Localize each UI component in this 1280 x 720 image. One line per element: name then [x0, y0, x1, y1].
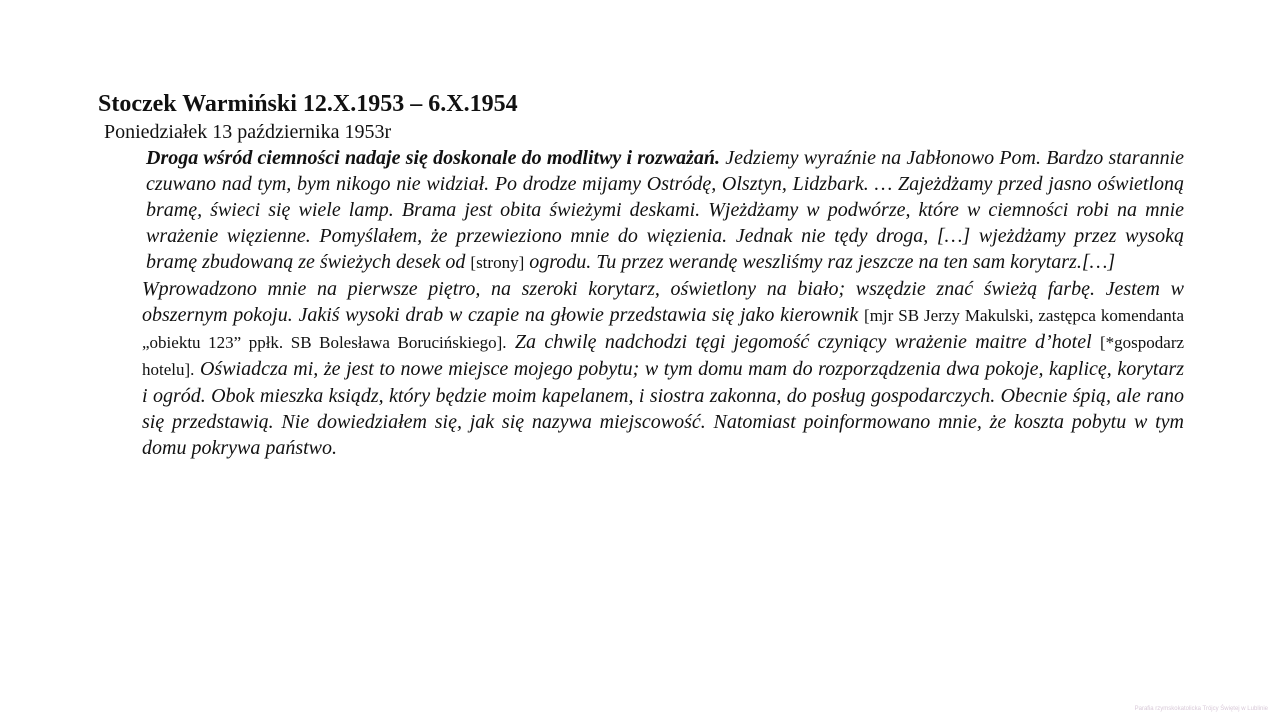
paragraph-2	[98, 276, 1184, 461]
title-place: Stoczek Warmiński	[98, 91, 297, 117]
paragraph-2-text-c: Oświadcza mi, że jest to nowe miejsce mojego pobytu; w tym domu mam do rozporządzenia dwa pokoje, kaplicę, korytarz i ogród. Obok mieszka ksiądz, który będzie moim kapelanem, i siostra zakonna, do posług gospodarczych. Obecnie śpią, ale rano się przedstawią. Nie dowiedziałem się, jak się nazywa miejscowość. Natomiast poinformowano mnie, że koszta pobytu w tym domu pokrywa państwo.	[142, 358, 1185, 459]
paragraph-1	[98, 145, 1184, 276]
document-content	[98, 88, 1184, 461]
paragraph-2-note-1: [mjr SB Jerzy Makulski, zastępca komendanta „obiektu 123” ppłk. SB Bolesława Borucińskiego].	[142, 306, 1184, 352]
paragraph-1-text-a: Jedziemy wyraźnie na Jabłonowo Pom. Bardzo starannie czuwano nad tym, bym nikogo nie widział. Po drodze mijamy Ostródę, Olsztyn, Lidzbark. … Zajeżdżamy przed jasno oświetloną bramę, świeci się wiele lamp. Brama jest obita świeżymi deskami. Wjeżdżamy w podwórze, które w ciemności robi na mnie wrażenie więzienne. Pomyślałem, że przewieziono mnie do więzienia. Jednak nie tędy droga, […] wjeżdżamy przez wysoką bramę zbudowaną ze świeżych desek od	[146, 147, 1184, 273]
paragraph-2-text-a: Wprowadzono mnie na pierwsze piętro, na szeroki korytarz, oświetlony na biało; wszędzie znać świeżą farbę. Jestem w obszernym pokoju. Jakiś wysoki drab w czapie na głowie przedstawia się jako kierownik	[142, 278, 1184, 326]
document-title	[98, 88, 1184, 120]
footer-credit: Parafia rzymskokatolicka Trójcy Świętej w Lublinie	[1134, 706, 1268, 712]
paragraph-1-lead: Droga wśród ciemności nadaje się doskonale do modlitwy i rozważań.	[146, 147, 721, 169]
entry-body	[98, 145, 1184, 461]
paragraph-1-text-b: ogrodu. Tu przez werandę weszliśmy raz jeszcze na ten sam korytarz.[…]	[529, 251, 1116, 273]
paragraph-2-text-b: Za chwilę nadchodzi tęgi jegomość czyniący wrażenie maitre d’hotel	[514, 331, 1092, 353]
paragraph-2-note-2: [*gospodarz hotelu].	[142, 333, 1185, 379]
title-dates: 12.X.1953 – 6.X.1954	[302, 91, 518, 117]
entry-date: Poniedziałek 13 października 1953r	[104, 121, 392, 143]
paragraph-1-note: [strony]	[470, 253, 525, 272]
